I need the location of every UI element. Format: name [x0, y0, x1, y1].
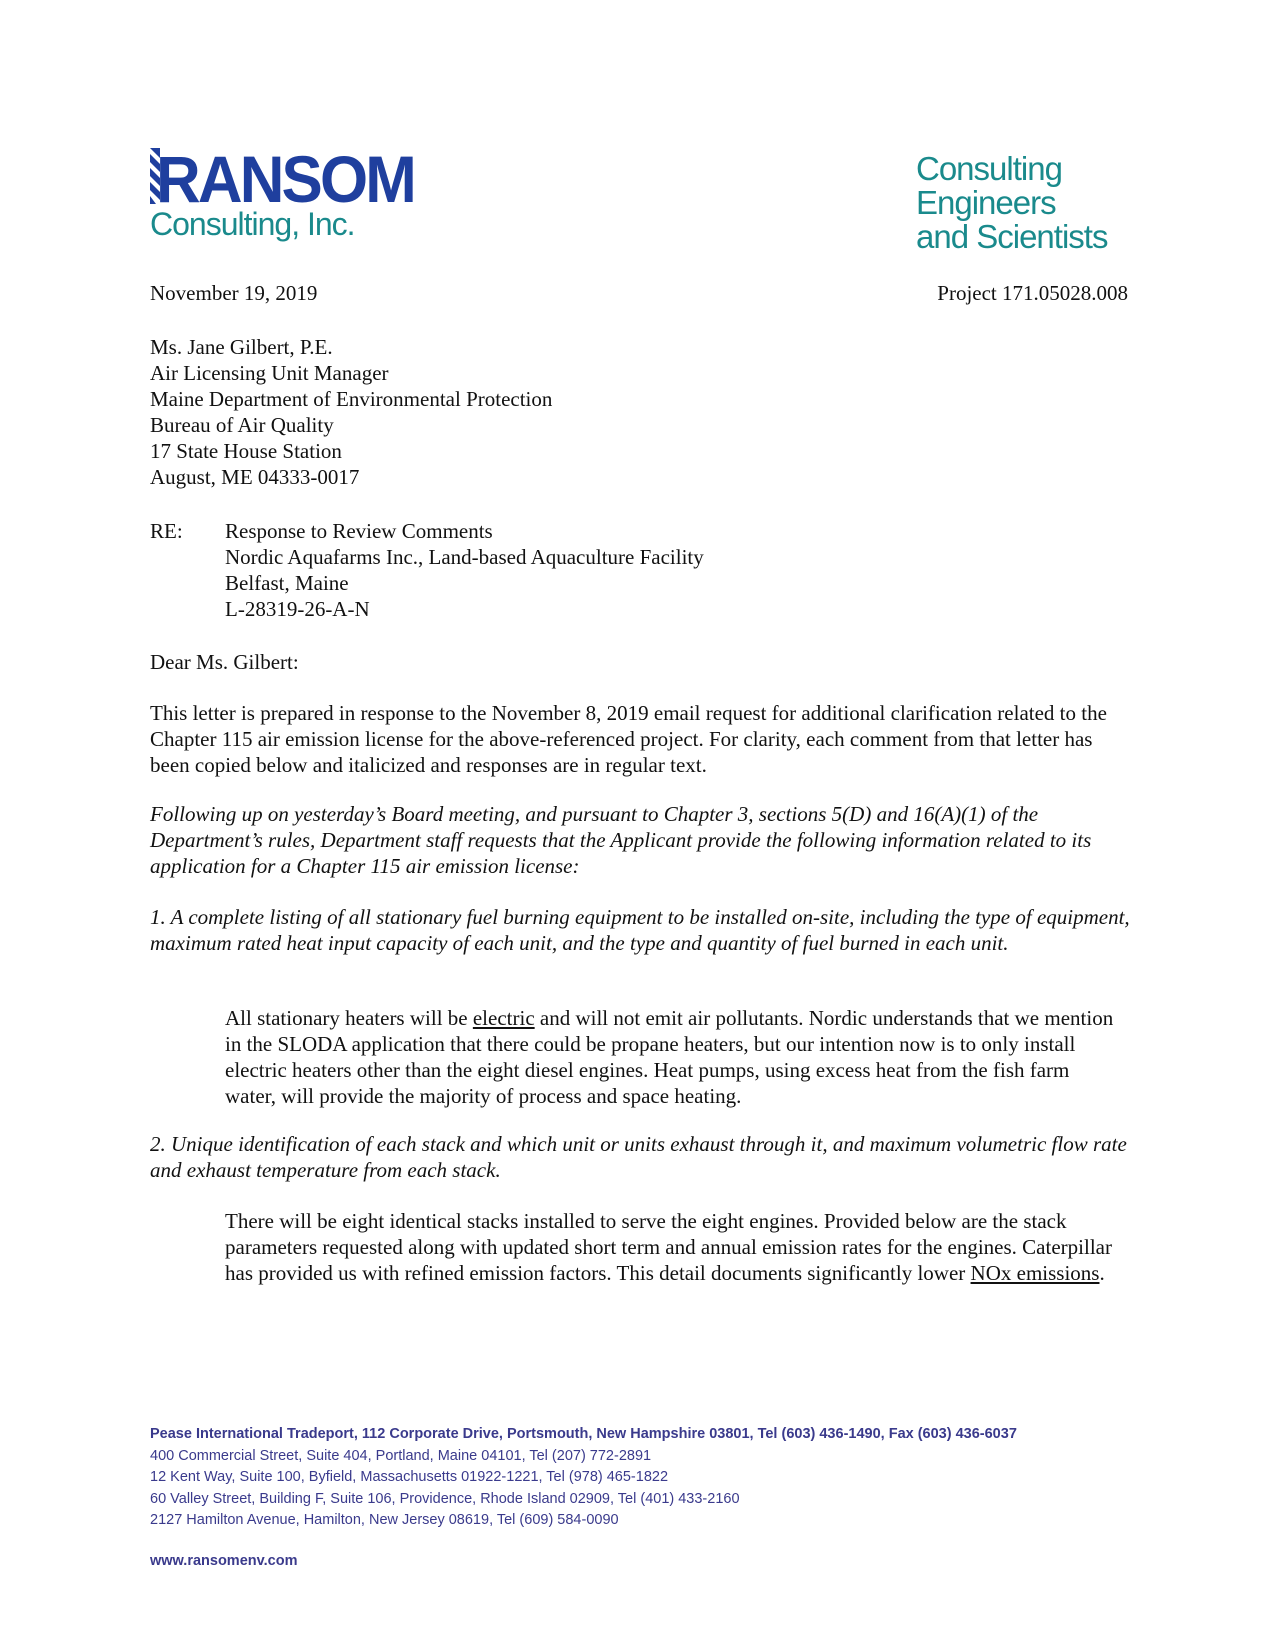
re-line: Response to Review Comments	[225, 519, 493, 543]
tagline-line: Consulting	[916, 150, 1062, 187]
address-line: Maine Department of Environmental Protection	[150, 387, 553, 411]
address-line: Bureau of Air Quality	[150, 413, 334, 437]
item2-answer-underlined: NOx emissions	[970, 1261, 1100, 1285]
item2-answer	[225, 1208, 1125, 1286]
address-line: Ms. Jane Gilbert, P.E.	[150, 335, 333, 359]
website-link[interactable]: www.ransomenv.com	[150, 1553, 298, 1569]
footer-office-line: 400 Commercial Street, Suite 404, Portland, Maine 04101, Tel (207) 772-2891	[150, 1447, 652, 1464]
tagline-line: Engineers	[916, 184, 1056, 221]
re-subject	[225, 518, 704, 622]
footer-office-line: 60 Valley Street, Building F, Suite 106, Providence, Rhode Island 02909, Tel (401) 433-2160	[150, 1490, 740, 1507]
footer-headquarters: Pease International Tradeport, 112 Corporate Drive, Portsmouth, New Hampshire 03801, Tel (603) 436-1490, Fax (603) 436-6037	[150, 1426, 1017, 1442]
footer-office-line: 12 Kent Way, Suite 100, Byfield, Massachusetts 01922-1221, Tel (978) 465-1822	[150, 1469, 669, 1485]
item1-answer-text: All stationary heaters will be	[225, 1006, 473, 1030]
salutation: Dear Ms. Gilbert:	[150, 650, 299, 674]
office-addresses	[150, 1424, 1017, 1532]
request-intro-paragraph: Following up on yesterday’s Board meeting, and pursuant to Chapter 3, sections 5(D) and 16(A)(1) of the Department’s rules, Department staff requests that the Applicant provide the following information related to its application for a Chapter 115 air emission license:	[150, 802, 1092, 878]
item1-answer-text: and will not emit air pollutants. Nordic understands that we mention in the SLODA application that there could be propane heaters, but our intention now is to only install electric heaters other than the eight diesel engines. Heat pumps, using excess heat from the fish farm water, will provide the majority of process and space heating.	[225, 1006, 1114, 1108]
address-line: 17 State House Station	[150, 439, 342, 463]
item1-answer-underlined: electric	[472, 1006, 535, 1030]
ransom-logo	[150, 148, 420, 206]
footer-office-line: 2127 Hamilton Avenue, Hamilton, New Jersey 08619, Tel (609) 584-0090	[150, 1512, 619, 1528]
item1-answer	[225, 1005, 1125, 1109]
re-line: L-28319-26-A-N	[225, 597, 370, 621]
tagline-line: and Scientists	[916, 218, 1108, 255]
intro-paragraph: This letter is prepared in response to the November 8, 2019 email request for additional clarification related to the Chapter 115 air emission license for the above-referenced project. For clarity, each comment from that letter has been copied below and italicized and responses are in regular text.	[150, 701, 1107, 777]
project-number: Project 171.05028.008	[937, 281, 1128, 305]
logo-text: RANSOM	[156, 148, 414, 206]
item1-question: 1. A complete listing of all stationary fuel burning equipment to be installed on-site, including the type of equipment, maximum rated heat input capacity of each unit, and the type and quantity of fuel burned in each unit.	[150, 905, 1130, 955]
re-line: Belfast, Maine	[225, 571, 349, 595]
logo-subtext: Consulting, Inc.	[150, 206, 355, 242]
item2-question: 2. Unique identification of each stack and which unit or units exhaust through it, and maximum volumetric flow rate and exhaust temperature from each stack.	[150, 1132, 1127, 1182]
re-line: Nordic Aquafarms Inc., Land-based Aquaculture Facility	[225, 545, 704, 569]
item2-answer-text: .	[1099, 1261, 1105, 1285]
re-label: RE:	[150, 519, 183, 543]
company-tagline	[916, 152, 1107, 254]
letter-date: November 19, 2019	[150, 281, 318, 305]
address-line: August, ME 04333-0017	[150, 465, 360, 489]
recipient-address	[150, 334, 552, 490]
address-line: Air Licensing Unit Manager	[150, 361, 389, 385]
item2-answer-text: There will be eight identical stacks installed to serve the eight engines. Provided below are the stack parameters requested along with updated short term and annual emission rates for the engines. Caterpillar has provided us with refined emission factors. This detail documents significantly lower	[225, 1209, 1112, 1285]
